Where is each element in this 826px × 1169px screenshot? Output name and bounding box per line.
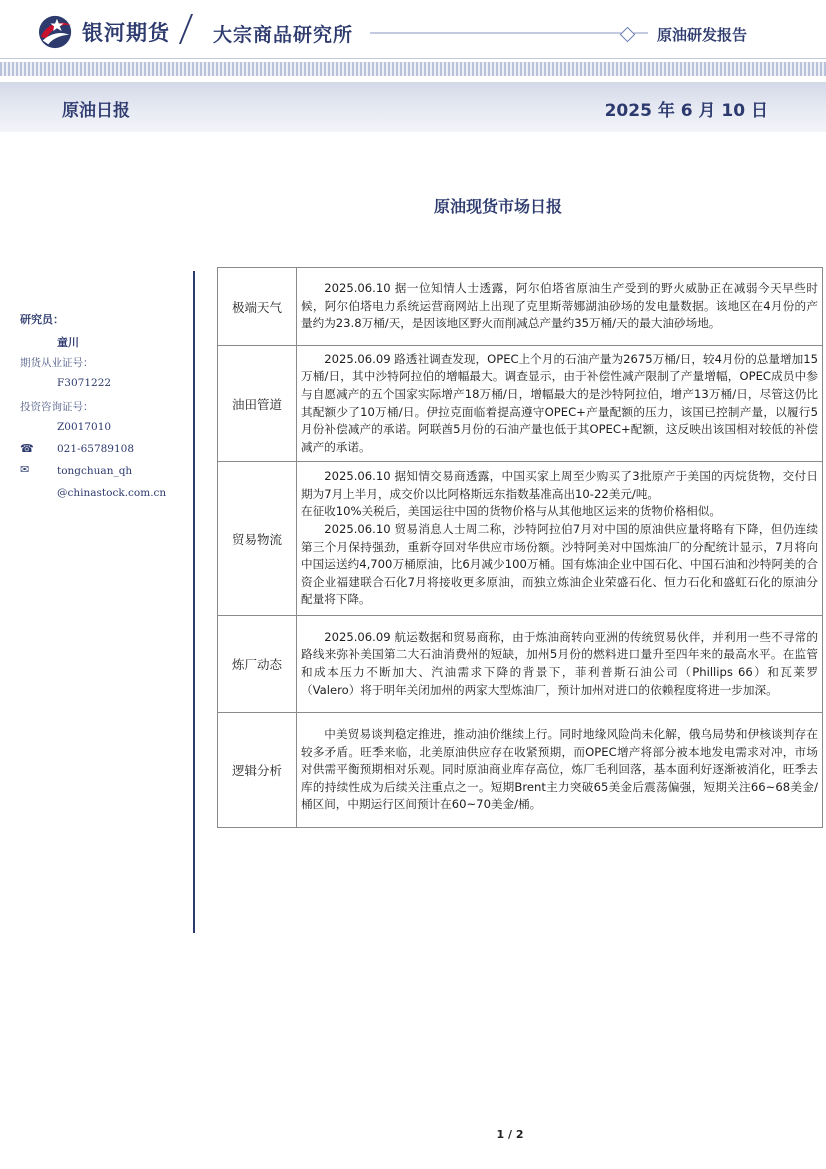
table-row	[218, 462, 823, 616]
diamond-icon	[620, 27, 636, 43]
report-date: 2025 年 6 月 10 日	[604, 101, 768, 121]
researcher-name: 童川	[57, 336, 79, 349]
email-icon: ✉	[20, 463, 30, 476]
news-paragraph: 中美贸易谈判稳定推进，推动油价继续上行。同时地缘风险尚未化解，俄乌局势和伊核谈判存在较多矛盾。旺季来临，北美原油供应存在收紧预期，而OPEC增产将部分被本地发电需求对冲，市场对供需平衡预期相对乐观。同时原油商业库存高位，炼厂毛利回落，基本面利好逐渐被消化，旺季去库的持续性成为后续关注重点之一。短期Brent主力突破65美金后震荡偏强，短期关注66~68美金/桶区间，中期运行区间预计在60~70美金/桶。	[301, 727, 818, 812]
header-accent-line-right	[634, 32, 648, 34]
content-cell	[297, 346, 823, 462]
content-cell	[297, 462, 823, 616]
sidebar-divider	[193, 271, 195, 933]
header-accent-line	[370, 32, 626, 34]
advisor-number: Z0017010	[57, 421, 112, 433]
brand-divider	[179, 14, 193, 44]
news-paragraph: 2025.06.10 据一位知情人士透露，阿尔伯塔省原油生产受到的野火威胁正在减弱今天早些时候，阿尔伯塔电力系统运营商网站上出现了克里斯蒂娜湖油砂场的发电量数据。该地区在4月份的产量约为23.8万桶/天，是因该地区野火而削减总产量约35万桶/天的最大油砂场地。	[301, 281, 818, 331]
header-rule	[0, 58, 826, 59]
category-cell: 油田管道	[218, 346, 297, 462]
decorative-stripe	[0, 62, 826, 76]
news-table	[217, 267, 823, 828]
category-cell: 贸易物流	[218, 462, 297, 616]
table-row	[218, 268, 823, 346]
table-row	[218, 346, 823, 462]
news-paragraph: 2025.06.10 据知情交易商透露，中国买家上周至少购买了3批原产于美国的丙烷货物，交付日期为7月上半月，成交价以比阿格斯远东指数基准高出10-22美元/吨。	[301, 469, 818, 501]
page-title: 原油现货市场日报	[433, 197, 562, 216]
news-paragraph: 2025.06.10 贸易消息人士周二称，沙特阿拉伯7月对中国的原油供应量将略有下降，但仍连续第三个月保持强劲，重新夺回对华供应市场份额。沙特阿美对中国炼油厂的分配统计显示，7月将向中国运送约4,700万桶原油，比6月减少100万桶。国有炼油企业中国石化、中国石油和沙特阿美的合资企业福建联合石化7月将接收更多原油，而独立炼油企业荣盛石化、恒力石化和盛虹石化的原油分配量将下降。	[301, 521, 818, 607]
phone-number: 021-65789108	[57, 443, 135, 455]
license-label: 期货从业证号：	[20, 357, 94, 369]
table-row	[218, 713, 823, 828]
category-cell: 炼厂动态	[218, 616, 297, 713]
galaxy-logo-icon	[37, 14, 75, 50]
content-cell	[297, 616, 823, 713]
email-line-1[interactable]: tongchuan_qh	[57, 465, 133, 477]
table-row	[218, 616, 823, 713]
content-cell	[297, 268, 823, 346]
report-name: 原油日报	[62, 101, 130, 121]
license-number: F3071222	[57, 377, 112, 389]
brand-name: 银河期货	[82, 21, 170, 45]
page-number: 1 / 2	[496, 1128, 524, 1141]
researcher-label: 研究员：	[20, 313, 64, 326]
report-type: 原油研发报告	[657, 26, 748, 44]
news-paragraph: 2025.06.09 航运数据和贸易商称，由于炼油商转向亚洲的传统贸易伙伴，并利用一些不寻常的路线来弥补美国第二大石油消费州的短缺，加州5月份的燃料进口量升至四年来的最高水平。在监管和成本压力不断加大、汽油需求下降的背景下，菲利普斯石油公司（Phillips 66）和瓦莱罗（Valero）将于明年关闭加州的两家大型炼油厂，预计加州对进口的依赖程度将进一步加深。	[301, 629, 818, 697]
category-cell: 极端天气	[218, 268, 297, 346]
content-cell	[297, 713, 823, 828]
email-line-2[interactable]: @chinastock.com.cn	[57, 487, 167, 499]
category-cell: 逻辑分析	[218, 713, 297, 828]
news-paragraph: 2025.06.09 路透社调查发现，OPEC上个月的石油产量为2675万桶/日，较4月份的总量增加15万桶/日，其中沙特阿拉伯的增幅最大。调查显示，由于补偿性减产限制了产量增幅，OPEC成员中参与自愿减产的五个国家实际增产18万桶/日，增幅最大的是沙特阿拉伯，增产13万桶/日，尽管这仍比其配额少了10万桶/日。伊拉克面临着提高遵守OPEC+产量配额的压力，该国已控制产量，以履行5月份补偿减产的承诺。阿联酋5月份的石油产量也低于其OPEC+配额，这反映出该国相对较低的补偿减产的承诺。	[301, 351, 818, 454]
phone-icon: ☎	[20, 442, 34, 455]
institute-name: 大宗商品研究所	[213, 24, 354, 46]
advisor-label: 投资咨询证号：	[20, 401, 94, 413]
news-paragraph: 在征收10%关税后，美国运往中国的货物价格与从其他地区运来的货物价格相似。	[301, 504, 721, 519]
